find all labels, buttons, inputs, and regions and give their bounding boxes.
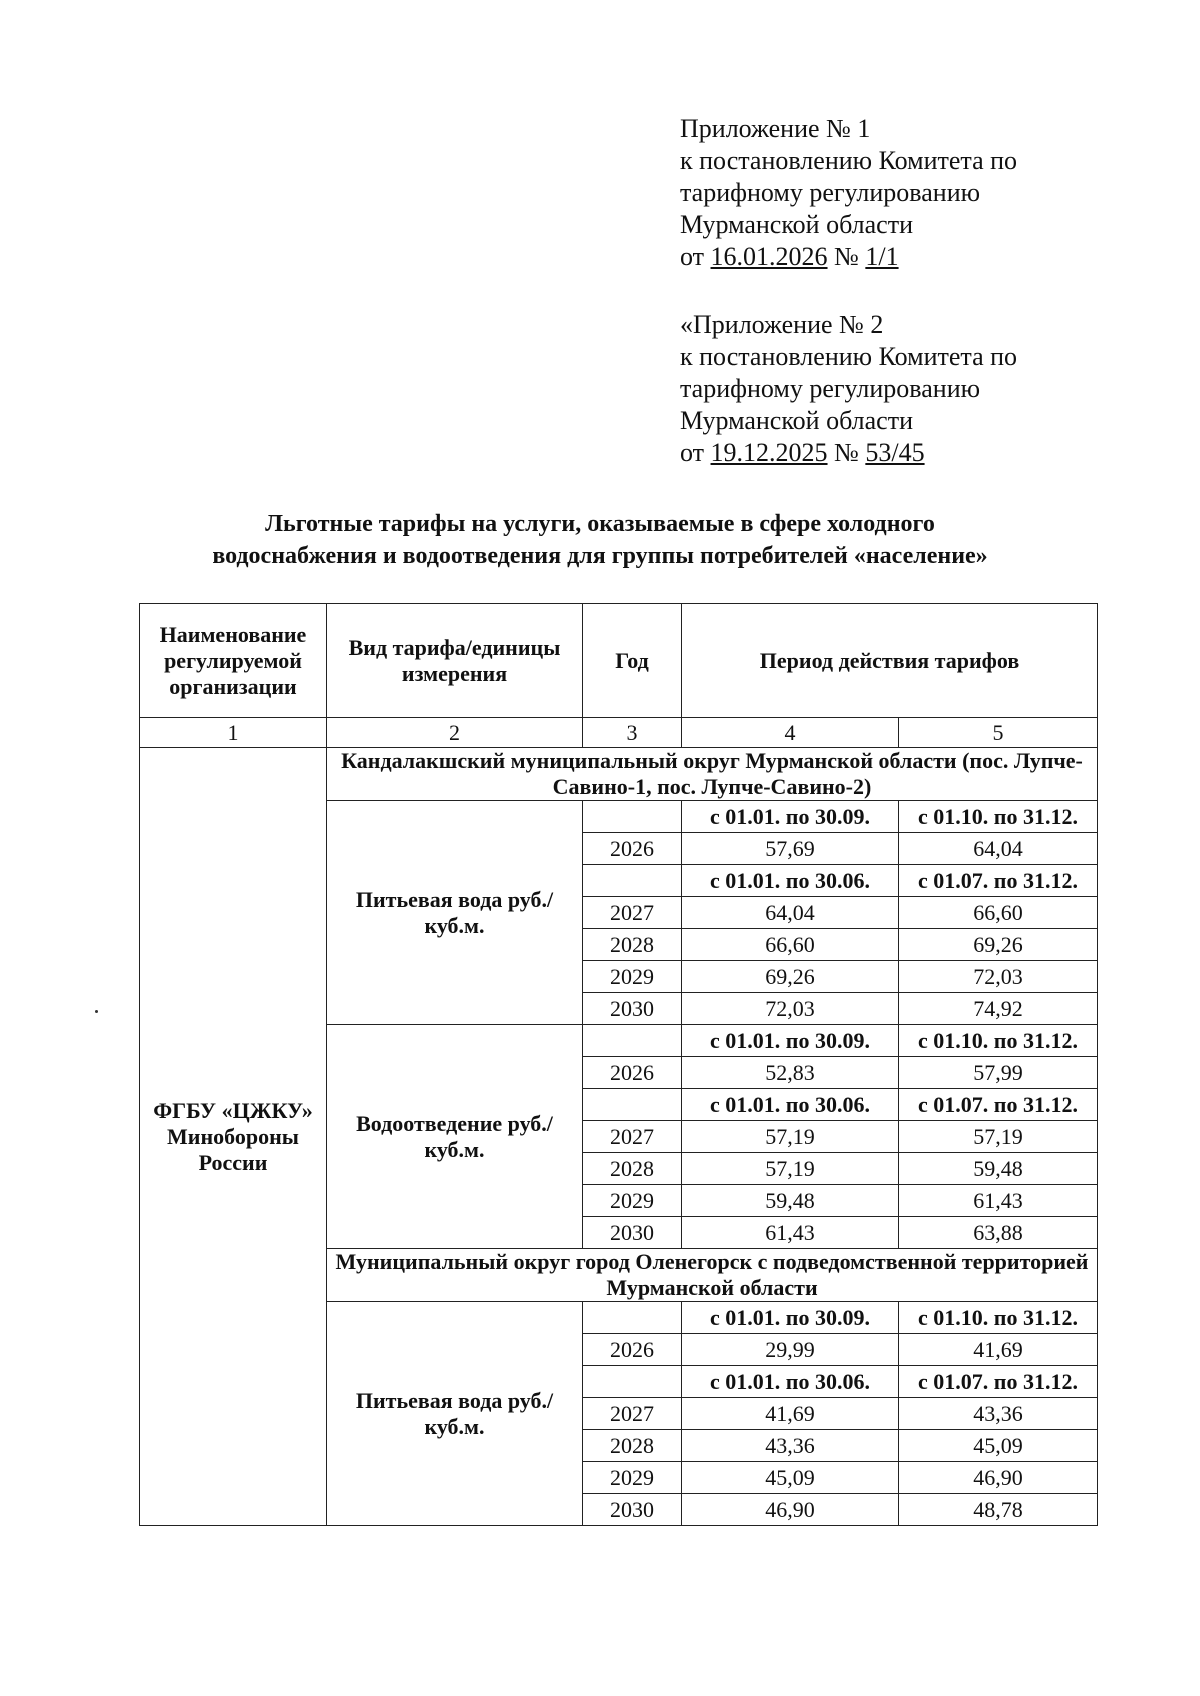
header-row [140,604,1098,718]
tariff-kind: Водоотведение руб./куб.м. [327,1025,583,1249]
appendix-1-line: Мурманской области [680,210,913,239]
col-number: 3 [583,718,682,748]
year-cell [583,1089,682,1121]
tariff-value: 63,88 [899,1217,1098,1249]
year-cell: 2030 [583,1494,682,1526]
year-cell: 2026 [583,833,682,865]
year-cell: 2027 [583,1121,682,1153]
period-cell: с 01.07. по 31.12. [899,1089,1098,1121]
appendix-1-block [680,113,1017,273]
region-row [140,748,1098,801]
header-period: Период действия тарифов [682,604,1098,718]
number-sign: № [834,242,859,271]
col-number: 1 [140,718,327,748]
appendix-1-line: к постановлению Комитета по [680,146,1018,175]
tariff-value: 59,48 [682,1185,899,1217]
period-cell: с 01.01. по 30.09. [682,1025,899,1057]
year-cell: 2030 [583,993,682,1025]
tariff-value: 74,92 [899,993,1098,1025]
tariff-value: 45,09 [899,1430,1098,1462]
tariff-value: 64,04 [899,833,1098,865]
year-cell [583,1366,682,1398]
document-title [100,508,1100,572]
appendix-2-number: 53/45 [865,438,925,467]
col-number: 2 [327,718,583,748]
header-org: Наименование регулируемой организации [140,604,327,718]
period-cell: с 01.01. по 30.06. [682,1089,899,1121]
period-cell: с 01.07. по 31.12. [899,865,1098,897]
tariff-value: 43,36 [899,1398,1098,1430]
title-line-1: Льготные тарифы на услуги, оказываемые в сфере холодного [265,511,935,537]
period-cell: с 01.10. по 31.12. [899,801,1098,833]
column-number-row [140,718,1098,748]
year-cell: 2029 [583,1462,682,1494]
tariff-value: 45,09 [682,1462,899,1494]
tariff-value: 61,43 [682,1217,899,1249]
tariff-value: 29,99 [682,1334,899,1366]
year-cell: 2030 [583,1217,682,1249]
year-cell: 2027 [583,1398,682,1430]
appendix-1-date: 16.01.2026 [710,242,828,271]
region-title: Муниципальный округ город Оленегорск с подведомственной территорией Мурманской области [327,1249,1098,1302]
period-cell: с 01.01. по 30.09. [682,801,899,833]
year-cell: 2027 [583,897,682,929]
year-cell [583,1302,682,1334]
tariff-value: 59,48 [899,1153,1098,1185]
tariff-value: 69,26 [899,929,1098,961]
appendix-2-line: Мурманской области [680,406,913,435]
year-cell [583,1025,682,1057]
organization-name: ФГБУ «ЦЖКУ» Минобороны России [140,748,327,1526]
tariff-kind: Питьевая вода руб./куб.м. [327,1302,583,1526]
tariff-value: 57,99 [899,1057,1098,1089]
from-label: от [680,242,705,271]
tariff-value: 57,19 [899,1121,1098,1153]
tariff-value: 57,69 [682,833,899,865]
year-cell: 2029 [583,961,682,993]
appendix-1-line: тарифному регулированию [680,178,981,207]
appendix-2-date: 19.12.2025 [710,438,828,467]
period-cell: с 01.07. по 31.12. [899,1366,1098,1398]
number-sign: № [834,438,859,467]
period-cell: с 01.10. по 31.12. [899,1025,1098,1057]
tariff-value: 41,69 [682,1398,899,1430]
header-kind: Вид тарифа/единицы измерения [327,604,583,718]
tariff-value: 46,90 [899,1462,1098,1494]
appendix-2-line: «Приложение № 2 [680,310,884,339]
appendix-1-number: 1/1 [865,242,899,271]
appendix-1-date-line [680,241,1017,273]
year-cell: 2028 [583,1430,682,1462]
tariff-value: 43,36 [682,1430,899,1462]
header-year: Год [583,604,682,718]
tariff-value: 57,19 [682,1153,899,1185]
year-cell: 2026 [583,1057,682,1089]
col-number: 4 [682,718,899,748]
tariff-value: 61,43 [899,1185,1098,1217]
title-line-2: водоснабжения и водоотведения для группы потребителей «население» [212,543,988,569]
year-cell [583,865,682,897]
year-cell [583,801,682,833]
period-cell: с 01.01. по 30.06. [682,1366,899,1398]
tariff-value: 48,78 [899,1494,1098,1526]
tariff-value: 69,26 [682,961,899,993]
appendix-2-block [680,309,1017,469]
year-cell: 2028 [583,1153,682,1185]
tariff-value: 46,90 [682,1494,899,1526]
period-cell: с 01.01. по 30.09. [682,1302,899,1334]
appendix-2-line: тарифному регулированию [680,374,981,403]
appendix-1-line: Приложение № 1 [680,114,871,143]
year-cell: 2028 [583,929,682,961]
tariff-value: 57,19 [682,1121,899,1153]
tariff-value: 52,83 [682,1057,899,1089]
scan-speck [95,1010,98,1013]
tariff-value: 66,60 [899,897,1098,929]
tariff-value: 72,03 [899,961,1098,993]
from-label: от [680,438,705,467]
region-title: Кандалакшский муниципальный округ Мурманской области (пос. Лупче-Савино-1, пос. Лупче-Савино-2) [327,748,1098,801]
appendix-2-line: к постановлению Комитета по [680,342,1018,371]
period-cell: с 01.10. по 31.12. [899,1302,1098,1334]
col-number: 5 [899,718,1098,748]
tariff-value: 41,69 [899,1334,1098,1366]
tariff-kind: Питьевая вода руб./куб.м. [327,801,583,1025]
tariff-value: 64,04 [682,897,899,929]
tariff-value: 66,60 [682,929,899,961]
tariff-table [139,603,1098,1526]
appendix-2-date-line [680,437,1017,469]
tariff-value: 72,03 [682,993,899,1025]
year-cell: 2026 [583,1334,682,1366]
period-cell: с 01.01. по 30.06. [682,865,899,897]
year-cell: 2029 [583,1185,682,1217]
